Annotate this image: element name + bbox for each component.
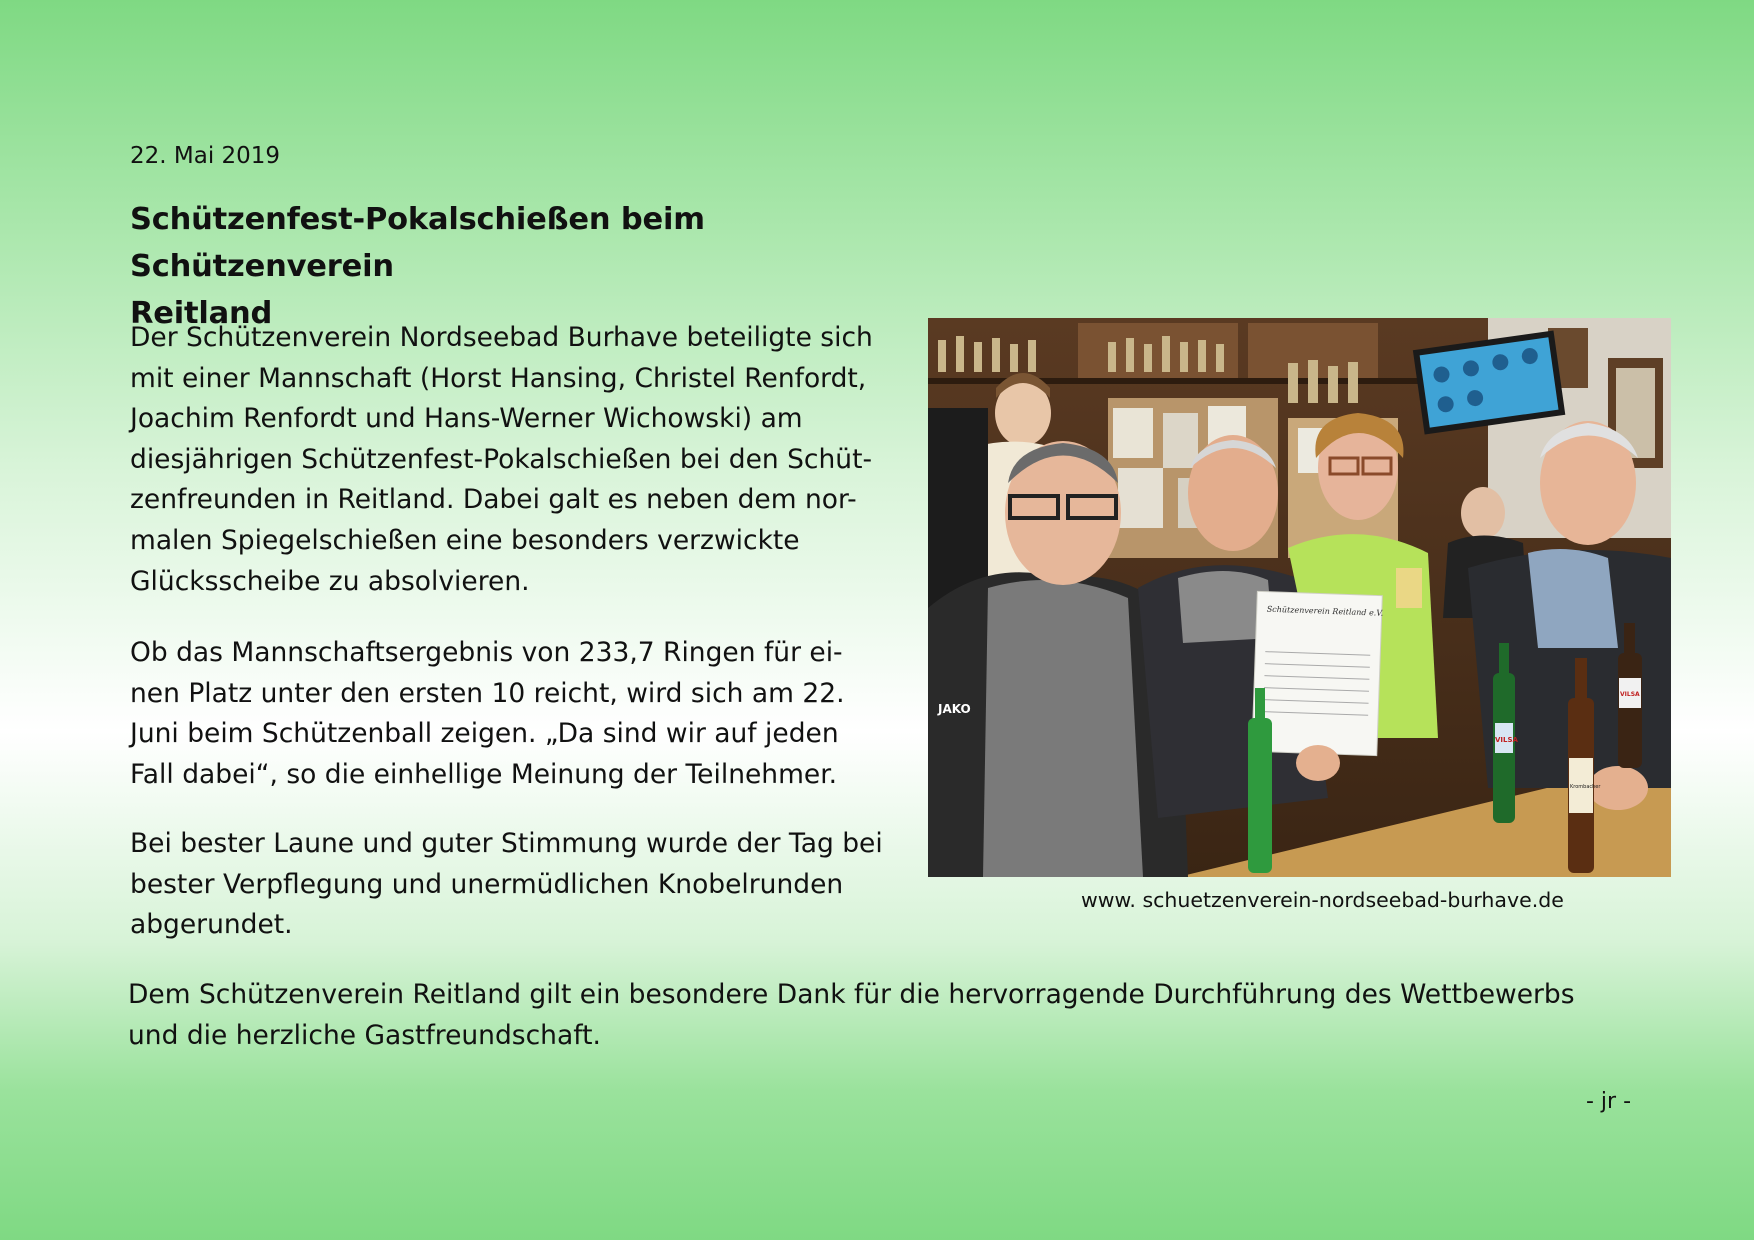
paragraph-line: bester Verpflegung und unermüdlichen Knobelrunden — [130, 868, 844, 900]
author-signature: - jr - — [1586, 1089, 1632, 1114]
paragraph-line: Fall dabei“, so die einhellige Meinung der Teilnehmer. — [130, 758, 838, 790]
paragraph-line: nen Platz unter den ersten 10 reicht, wird sich am 22. — [130, 677, 845, 709]
paragraph-line: abgerundet. — [130, 909, 293, 941]
paragraph-line: mit einer Mannschaft (Horst Hansing, Christel Renfordt, — [130, 362, 867, 394]
paragraph-line: malen Spiegelschießen eine besonders verzwickte — [130, 524, 800, 556]
jacket-print: JAKO — [938, 702, 971, 716]
bottle-label-1: VILSA — [1495, 736, 1518, 744]
paragraph-line: Der Schützenverein Nordseebad Burhave beteiligte sich — [130, 322, 873, 353]
closing-paragraph — [128, 974, 1688, 1056]
photo-caption: www. schuetzenverein-nordseebad-burhave.de — [1081, 888, 1564, 912]
article-title — [130, 196, 920, 337]
paragraph-line: Juni beim Schützenball zeigen. „Da sind wir auf jeden — [130, 718, 839, 750]
title-line-1: Schützenfest-Pokalschießen beim Schützenverein — [130, 202, 705, 284]
paragraph-3 — [130, 824, 892, 946]
paragraph-line: zenfreunden in Reitland. Dabei galt es neben dem nor- — [130, 484, 857, 516]
paragraph-line: Ob das Mannschaftsergebnis von 233,7 Ringen für ei- — [130, 637, 843, 668]
paragraph-line: Dem Schützenverein Reitland gilt ein besondere Dank für die hervorragende Durchführung des Wettbewerbs — [128, 979, 1575, 1010]
date-line: 22. Mai 2019 — [130, 143, 281, 169]
team-photo — [928, 318, 1671, 877]
paragraph-line: und die herzliche Gastfreundschaft. — [128, 1020, 601, 1051]
title-line-2: Reitland — [130, 296, 273, 331]
certificate-heading: Schützenverein Reitland e.V. — [1266, 604, 1384, 618]
paragraph-2 — [130, 633, 892, 795]
paragraph-line: Joachim Renfordt und Hans-Werner Wichowski) am — [130, 403, 803, 435]
bottle-label-2: VILSA — [1620, 691, 1640, 698]
paragraph-line: Bei bester Laune und guter Stimmung wurde der Tag bei — [130, 828, 883, 859]
paragraph-line: diesjährigen Schützenfest-Pokalschießen bei den Schüt- — [130, 443, 873, 475]
paragraph-line: Glücksscheibe zu absolvieren. — [130, 565, 530, 597]
paragraph-1 — [130, 318, 892, 602]
bottle-label-3: Krombacher — [1570, 784, 1601, 790]
